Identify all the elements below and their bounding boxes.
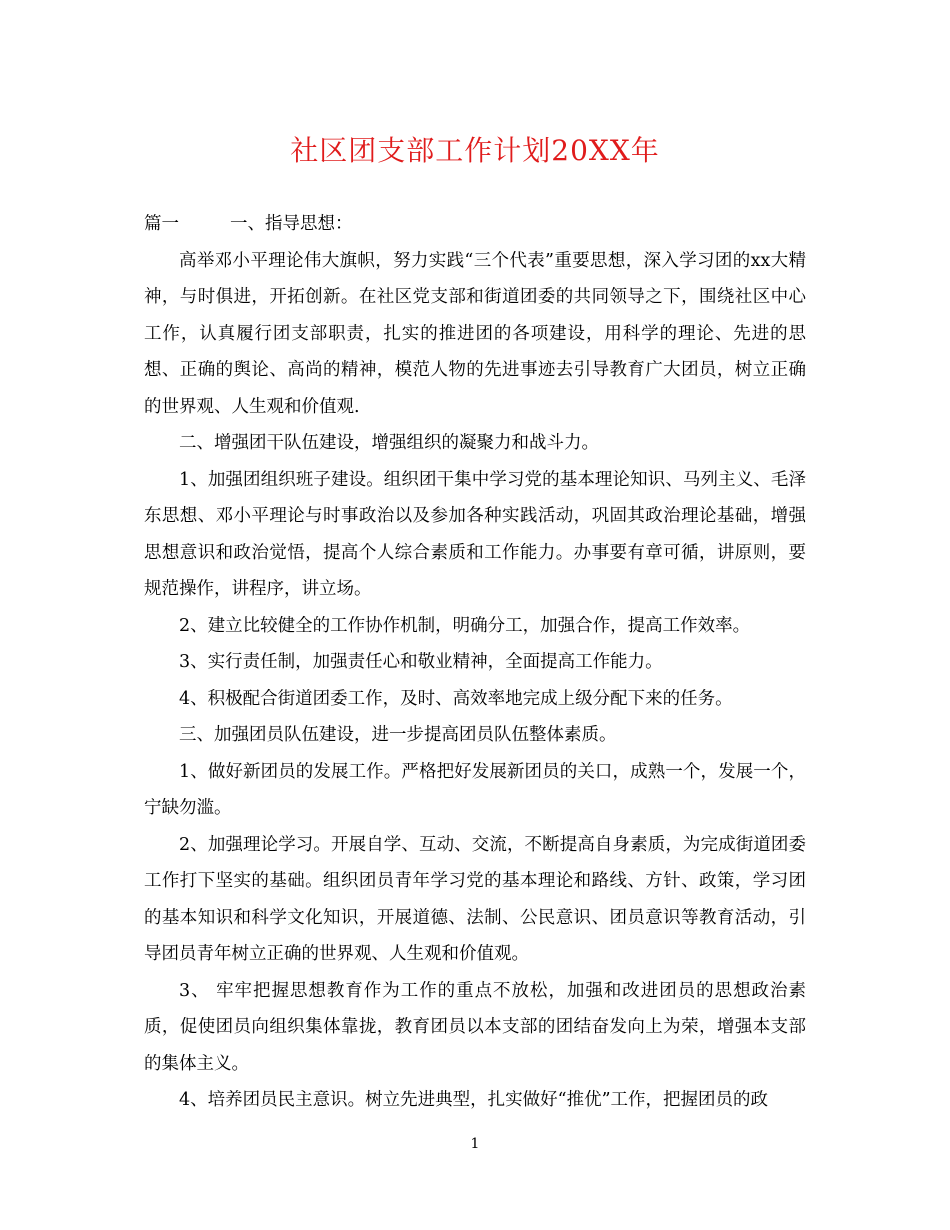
- document-body: [144, 206, 806, 1119]
- document-title: 社区团支部工作计划20XX年: [290, 134, 660, 167]
- paragraph-10: 3、 牢牢把握思想教育作为工作的重点不放松，加强和改进团员的思想政治素质，促使团员向组织集体靠拢，教育团员以本支部的团结奋发向上为荣，增强本支部的集体主义。: [144, 980, 806, 1074]
- paragraph-4: 2、建立比较健全的工作协作机制，明确分工，加强合作，提高工作效率。: [179, 615, 751, 636]
- paragraph-11: 4、培养团员民主意识。树立先进典型，扎实做好“推优”工作，把握团员的政: [179, 1090, 769, 1110]
- paragraph-7: 三、加强团员队伍建设，进一步提高团员队伍整体素质。: [179, 725, 617, 745]
- paragraph-5: 3、实行责任制，加强责任心和敬业精神，全面提高工作能力。: [179, 652, 663, 672]
- paragraph-8: 1、做好新团员的发展工作。严格把好发展新团员的关口，成熟一个，发展一个，宁缺勿滥。: [144, 761, 806, 818]
- page-number: 1: [470, 1136, 480, 1152]
- paragraph-6: 4、积极配合街道团委工作，及时、高效率地完成上级分配下来的任务。: [179, 688, 733, 709]
- section-heading-line: [144, 206, 806, 243]
- paragraph-9: 2、加强理论学习。开展自学、互动、交流，不断提高自身素质，为完成街道团委工作打下坚实的基础。组织团员青年学习党的基本理论和路线、方针、政策，学习团的基本知识和科学文化知识，开展道德、法制、公民意识、团员意识等教育活动，引导团员青年树立正确的世界观、人生观和价值观。: [144, 834, 806, 964]
- paragraph-1: 高举邓小平理论伟大旗帜，努力实践“三个代表”重要思想，深入学习团的xx大精神，与时俱进，开拓创新。在社区党支部和街道团委的共同领导之下，围绕社区中心工作，认真履行团支部职责，扎实的推进团的各项建设，用科学的理论、先进的思想、正确的舆论、高尚的精神，模范人物的先进事迹去引导教育广大团员，树立正确的世界观、人生观和价值观.: [144, 250, 806, 417]
- section-label: 篇一: [144, 214, 179, 234]
- section-heading: 一、指导思想：: [230, 214, 353, 234]
- paragraph-2: 二、增强团干队伍建设，增强组织的凝聚力和战斗力。: [179, 433, 599, 453]
- paragraph-3: 1、加强团组织班子建设。组织团干集中学习党的基本理论知识、马列主义、毛泽东思想、邓小平理论与时事政治以及参加各种实践活动，巩固其政治理论基础，增强思想意识和政治觉悟，提高个人综合素质和工作能力。办事要有章可循，讲原则，要规范操作，讲程序，讲立场。: [144, 469, 806, 599]
